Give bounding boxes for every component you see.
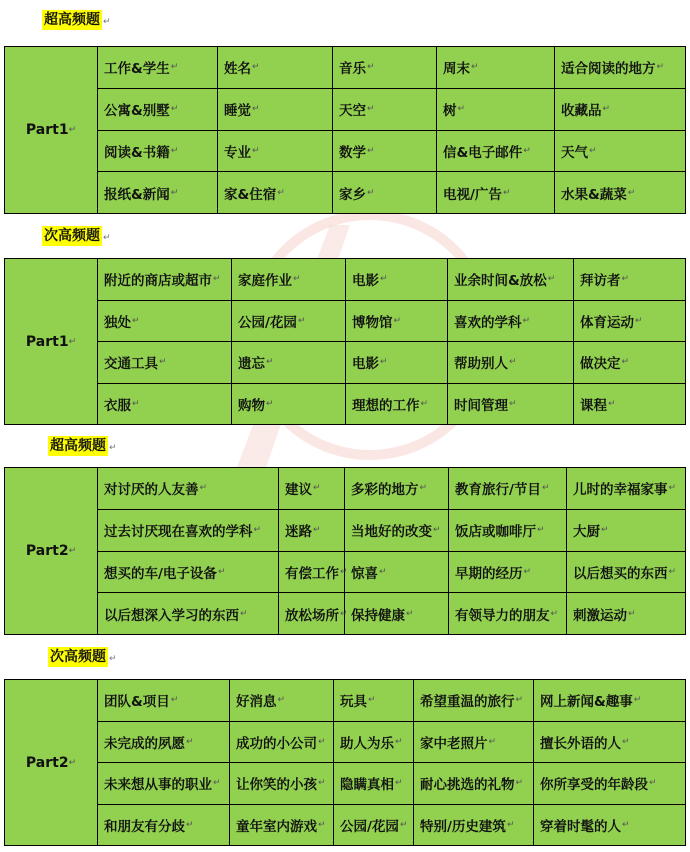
paragraph-mark: ↵: [170, 695, 179, 706]
paragraph-mark: ↵: [380, 357, 388, 368]
topic-text: 未完成的夙愿: [104, 735, 185, 752]
topic-text: 特别/历史建筑: [420, 818, 506, 835]
topic-grid: [98, 259, 685, 424]
paragraph-mark: ↵: [132, 398, 140, 409]
topic-cell: [437, 47, 555, 88]
topic-cell: [449, 552, 567, 593]
paragraph-mark: ↵: [419, 483, 428, 494]
paragraph-mark: ↵: [170, 187, 179, 198]
topic-cell: [230, 722, 334, 763]
topic-cell: [345, 593, 449, 634]
paragraph-mark: ↵: [602, 104, 611, 115]
topic-cell: [449, 510, 567, 551]
table-row: [98, 593, 685, 634]
paragraph-mark: ↵: [318, 819, 326, 830]
topic-cell: [334, 805, 414, 846]
topic-cell: [232, 384, 346, 425]
paragraph-mark: ↵: [103, 17, 111, 27]
topic-cell: [567, 552, 685, 593]
topic-cell: [567, 593, 685, 634]
topic-text: 信&电子邮件: [443, 144, 523, 161]
paragraph-mark: ↵: [186, 736, 194, 747]
table-row: [98, 384, 685, 425]
topic-cell: [98, 763, 230, 804]
topic-text: 附近的商店或超市: [104, 273, 212, 290]
topic-text: 阅读&书籍: [104, 144, 170, 161]
topic-cell: [230, 680, 334, 721]
section-heading-text: 次高频题: [44, 228, 100, 244]
topic-text: 迷路: [285, 524, 312, 541]
paragraph-mark: ↵: [277, 695, 286, 706]
paragraph-mark: ↵: [656, 62, 665, 73]
paragraph-mark: ↵: [318, 778, 326, 789]
paragraph-mark: ↵: [420, 398, 429, 409]
topic-text: 业余时间&放松: [454, 273, 547, 290]
topic-text: 周末: [443, 61, 470, 78]
topic-text: 团队&项目: [104, 694, 170, 711]
topic-grid: [98, 468, 685, 634]
topic-cell: [414, 805, 534, 846]
topic-text: 电视/广告: [443, 186, 502, 203]
topic-text: 保持健康: [351, 607, 405, 624]
topic-table: [4, 258, 686, 425]
paragraph-mark: ↵: [523, 145, 531, 156]
topic-cell: [98, 510, 279, 551]
topic-cell: [414, 722, 534, 763]
paragraph-mark: ↵: [379, 566, 387, 577]
topic-text: 想买的车/电子设备: [104, 565, 217, 582]
topic-text: 过去讨厌现在喜欢的学科: [104, 524, 253, 541]
section-heading-text: 超高频题: [50, 438, 106, 454]
table-row: [98, 172, 685, 213]
topic-text: 做决定: [580, 356, 621, 373]
topic-text: 助人为乐: [340, 735, 394, 752]
paragraph-mark: ↵: [515, 778, 524, 789]
topic-cell: [98, 47, 218, 88]
paragraph-mark: ↵: [633, 695, 642, 706]
topic-text: 家乡: [339, 186, 366, 203]
topic-cell: [555, 89, 685, 130]
topic-cell: [345, 510, 449, 551]
paragraph-mark: ↵: [367, 62, 375, 73]
topic-text: 姓名: [224, 61, 251, 78]
topic-text: 购物: [238, 397, 265, 414]
topic-text: 交通工具: [104, 356, 158, 373]
topic-cell: [98, 384, 232, 425]
paragraph-mark: ↵: [608, 398, 616, 409]
part-label: [5, 259, 98, 424]
paragraph-mark: ↵: [399, 819, 408, 830]
table-row: [98, 342, 685, 384]
topic-text: 教育旅行/节目: [455, 482, 541, 499]
paragraph-mark: ↵: [488, 736, 497, 747]
table-row: [98, 805, 685, 846]
topic-cell: [218, 89, 333, 130]
topic-text: 让你笑的小孩: [236, 777, 317, 794]
paragraph-mark: ↵: [367, 104, 375, 115]
topic-text: 适合阅读的地方: [561, 61, 656, 78]
paragraph-mark: ↵: [213, 274, 221, 285]
paragraph-mark: ↵: [109, 654, 117, 664]
topic-cell: [333, 172, 437, 213]
paragraph-mark: ↵: [68, 336, 77, 347]
table-row: [98, 259, 685, 301]
paragraph-mark: ↵: [297, 315, 306, 326]
topic-cell: [346, 259, 448, 300]
topic-cell: [98, 722, 230, 763]
paragraph-mark: ↵: [537, 525, 545, 536]
topic-cell: [218, 131, 333, 172]
topic-cell: [98, 805, 230, 846]
paragraph-mark: ↵: [213, 778, 221, 789]
paragraph-mark: ↵: [109, 443, 117, 453]
paragraph-mark: ↵: [506, 819, 515, 830]
topic-text: 帮助别人: [454, 356, 508, 373]
table-row: [98, 552, 685, 594]
section-heading-text: 次高频题: [50, 649, 106, 665]
topic-text: 体育运动: [580, 314, 634, 331]
topic-cell: [279, 593, 348, 634]
paragraph-mark: ↵: [622, 819, 630, 830]
topic-text: 刺激运动: [573, 607, 627, 624]
part-label-text: Part1: [25, 333, 69, 350]
topic-cell: [98, 552, 279, 593]
topic-cell: [279, 510, 345, 551]
topic-text: 公园/花园: [238, 314, 297, 331]
topic-text: 耐心挑选的礼物: [420, 777, 515, 794]
topic-table: [4, 46, 686, 214]
topic-text: 好消息: [236, 694, 277, 711]
paragraph-mark: ↵: [340, 566, 348, 577]
topic-text: 遗忘: [238, 356, 265, 373]
paragraph-mark: ↵: [547, 274, 556, 285]
topic-text: 当地好的改变: [351, 524, 432, 541]
paragraph-mark: ↵: [240, 608, 248, 619]
topic-cell: [334, 763, 414, 804]
topic-text: 数学: [339, 144, 366, 161]
topic-text: 希望重温的旅行: [420, 694, 515, 711]
paragraph-mark: ↵: [217, 566, 226, 577]
paragraph-mark: ↵: [502, 187, 511, 198]
topic-table: [4, 679, 686, 846]
topic-cell: [346, 301, 448, 342]
section-heading: [48, 436, 117, 458]
paragraph-mark: ↵: [668, 566, 677, 577]
paragraph-mark: ↵: [649, 778, 657, 789]
paragraph-mark: ↵: [253, 525, 262, 536]
topic-cell: [448, 342, 574, 383]
paragraph-mark: ↵: [266, 398, 274, 409]
section-heading: [42, 10, 111, 32]
paragraph-mark: ↵: [170, 145, 179, 156]
table-row: [98, 301, 685, 343]
topic-cell: [98, 89, 218, 130]
paragraph-mark: ↵: [589, 145, 597, 156]
topic-text: 以后想深入学习的东西: [104, 607, 239, 624]
paragraph-mark: ↵: [380, 274, 388, 285]
paragraph-mark: ↵: [103, 233, 111, 243]
paragraph-mark: ↵: [550, 608, 559, 619]
topic-cell: [333, 89, 437, 130]
topic-text: 和朋友有分歧: [104, 818, 185, 835]
topic-cell: [346, 342, 448, 383]
topic-text: 课程: [580, 397, 607, 414]
topic-cell: [437, 131, 555, 172]
topic-text: 工作&学生: [104, 61, 170, 78]
topic-cell: [230, 805, 334, 846]
topic-text: 童年室内游戏: [236, 818, 317, 835]
topic-cell: [534, 763, 685, 804]
topic-text: 博物馆: [352, 314, 393, 331]
paragraph-mark: ↵: [313, 525, 321, 536]
topic-cell: [98, 259, 232, 300]
topic-cell: [437, 172, 555, 213]
table-row: [98, 510, 685, 552]
paragraph-mark: ↵: [340, 608, 348, 619]
topic-cell: [534, 722, 685, 763]
paragraph-mark: ↵: [515, 695, 524, 706]
paragraph-mark: ↵: [293, 274, 301, 285]
section-heading: [42, 226, 111, 248]
paragraph-mark: ↵: [523, 566, 532, 577]
paragraph-mark: ↵: [621, 357, 630, 368]
paragraph-mark: ↵: [522, 315, 531, 326]
topic-text: 以后想买的东西: [573, 565, 668, 582]
paragraph-mark: ↵: [627, 187, 636, 198]
topic-text: 成功的小公司: [236, 735, 317, 752]
paragraph-mark: ↵: [277, 187, 285, 198]
table-row: [98, 131, 685, 173]
topic-text: 大厨: [573, 524, 600, 541]
topic-cell: [574, 384, 685, 425]
topic-cell: [98, 301, 232, 342]
paragraph-mark: ↵: [541, 483, 550, 494]
topic-cell: [98, 468, 279, 509]
paragraph-mark: ↵: [68, 757, 77, 768]
topic-cell: [555, 47, 685, 88]
topic-cell: [333, 131, 437, 172]
topic-text: 报纸&新闻: [104, 186, 170, 203]
topic-cell: [98, 131, 218, 172]
topic-text: 树: [443, 103, 457, 120]
topic-text: 隐瞒真相: [340, 777, 394, 794]
topic-grid: [98, 680, 685, 845]
paragraph-mark: ↵: [509, 357, 517, 368]
topic-text: 电影: [352, 273, 379, 290]
table-row: [98, 680, 685, 722]
part-label: [5, 680, 98, 845]
paragraph-mark: ↵: [433, 525, 441, 536]
topic-cell: [555, 131, 685, 172]
topic-text: 电影: [352, 356, 379, 373]
topic-text: 建议: [285, 482, 312, 499]
paragraph-mark: ↵: [313, 483, 321, 494]
paragraph-mark: ↵: [199, 483, 208, 494]
table-row: [98, 468, 685, 510]
topic-text: 衣服: [104, 397, 131, 414]
paragraph-mark: ↵: [395, 736, 403, 747]
topic-text: 多彩的地方: [351, 482, 419, 499]
topic-cell: [449, 593, 567, 634]
paragraph-mark: ↵: [252, 104, 260, 115]
topic-text: 天空: [339, 103, 366, 120]
paragraph-mark: ↵: [159, 357, 167, 368]
table-row: [98, 722, 685, 764]
topic-text: 有偿工作: [285, 565, 339, 582]
topic-text: 未来想从事的职业: [104, 777, 212, 794]
paragraph-mark: ↵: [406, 608, 414, 619]
table-row: [98, 47, 685, 89]
paragraph-mark: ↵: [628, 608, 636, 619]
section-heading-text: 超高频题: [44, 12, 100, 28]
topic-cell: [345, 552, 449, 593]
paragraph-mark: ↵: [471, 62, 479, 73]
topic-cell: [555, 172, 685, 213]
topic-cell: [98, 172, 218, 213]
topic-cell: [218, 172, 333, 213]
topic-text: 独处: [104, 314, 131, 331]
topic-cell: [437, 89, 555, 130]
section-heading: [48, 647, 117, 669]
topic-text: 早期的经历: [455, 565, 523, 582]
topic-cell: [230, 763, 334, 804]
topic-cell: [279, 468, 345, 509]
topic-cell: [346, 384, 448, 425]
topic-cell: [345, 468, 449, 509]
part-label: [5, 47, 98, 213]
paragraph-mark: ↵: [68, 546, 77, 556]
topic-cell: [334, 722, 414, 763]
topic-cell: [333, 47, 437, 88]
paragraph-mark: ↵: [368, 695, 376, 706]
paragraph-mark: ↵: [395, 778, 403, 789]
paragraph-mark: ↵: [509, 398, 517, 409]
topic-cell: [574, 301, 685, 342]
table-row: [98, 763, 685, 805]
topic-text: 家庭作业: [238, 273, 292, 290]
paragraph-mark: ↵: [367, 187, 375, 198]
topic-text: 理想的工作: [352, 397, 420, 414]
topic-cell: [574, 342, 685, 383]
table-row: [98, 89, 685, 131]
topic-text: 饭店或咖啡厅: [455, 524, 536, 541]
topic-cell: [574, 259, 685, 300]
topic-cell: [334, 680, 414, 721]
topic-grid: [98, 47, 685, 213]
topic-cell: [279, 552, 348, 593]
topic-cell: [448, 259, 574, 300]
topic-text: 穿着时髦的人: [540, 818, 621, 835]
topic-text: 儿时的幸福家事: [573, 482, 668, 499]
topic-cell: [567, 510, 685, 551]
topic-text: 公园/花园: [340, 818, 399, 835]
topic-text: 睡觉: [224, 103, 251, 120]
topic-cell: [232, 259, 346, 300]
paragraph-mark: ↵: [186, 819, 194, 830]
topic-cell: [98, 680, 230, 721]
paragraph-mark: ↵: [621, 274, 630, 285]
topic-text: 网上新闻&趣事: [540, 694, 633, 711]
part-label-text: Part1: [25, 122, 69, 138]
topic-text: 你所享受的年龄段: [540, 777, 648, 794]
topic-text: 音乐: [339, 61, 366, 78]
topic-text: 放松场所: [285, 607, 339, 624]
paragraph-mark: ↵: [622, 736, 630, 747]
topic-text: 对讨厌的人友善: [104, 482, 199, 499]
paragraph-mark: ↵: [635, 315, 643, 326]
topic-text: 家中老照片: [420, 735, 488, 752]
paragraph-mark: ↵: [170, 62, 179, 73]
topic-cell: [414, 680, 534, 721]
topic-text: 公寓&别墅: [104, 103, 170, 120]
topic-cell: [414, 763, 534, 804]
topic-cell: [448, 301, 574, 342]
paragraph-mark: ↵: [252, 62, 260, 73]
paragraph-mark: ↵: [266, 357, 274, 368]
paragraph-mark: ↵: [68, 125, 77, 135]
paragraph-mark: ↵: [668, 483, 677, 494]
paragraph-mark: ↵: [318, 736, 326, 747]
topic-text: 玩具: [340, 694, 367, 711]
topic-cell: [534, 805, 685, 846]
topic-text: 水果&蔬菜: [561, 186, 627, 203]
topic-cell: [218, 47, 333, 88]
topic-cell: [98, 342, 232, 383]
part-label-text: Part2: [25, 754, 69, 771]
paragraph-mark: ↵: [367, 145, 375, 156]
topic-text: 拜访者: [580, 273, 621, 290]
topic-text: 时间管理: [454, 397, 508, 414]
topic-table: [4, 467, 686, 635]
topic-cell: [232, 342, 346, 383]
topic-text: 有领导力的朋友: [455, 607, 550, 624]
topic-text: 专业: [224, 144, 251, 161]
topic-cell: [98, 593, 279, 634]
paragraph-mark: ↵: [132, 315, 140, 326]
topic-cell: [232, 301, 346, 342]
topic-text: 家&住宿: [224, 186, 277, 203]
topic-cell: [448, 384, 574, 425]
paragraph-mark: ↵: [252, 145, 260, 156]
topic-cell: [567, 468, 685, 509]
topic-text: 擅长外语的人: [540, 735, 621, 752]
part-label: [5, 468, 98, 634]
paragraph-mark: ↵: [170, 104, 179, 115]
paragraph-mark: ↵: [457, 104, 466, 115]
topic-cell: [534, 680, 685, 721]
paragraph-mark: ↵: [601, 525, 609, 536]
topic-text: 收藏品: [561, 103, 602, 120]
topic-text: 惊喜: [351, 565, 378, 582]
topic-text: 天气: [561, 144, 588, 161]
topic-text: 喜欢的学科: [454, 314, 522, 331]
paragraph-mark: ↵: [393, 315, 402, 326]
part-label-text: Part2: [25, 543, 69, 559]
topic-cell: [449, 468, 567, 509]
